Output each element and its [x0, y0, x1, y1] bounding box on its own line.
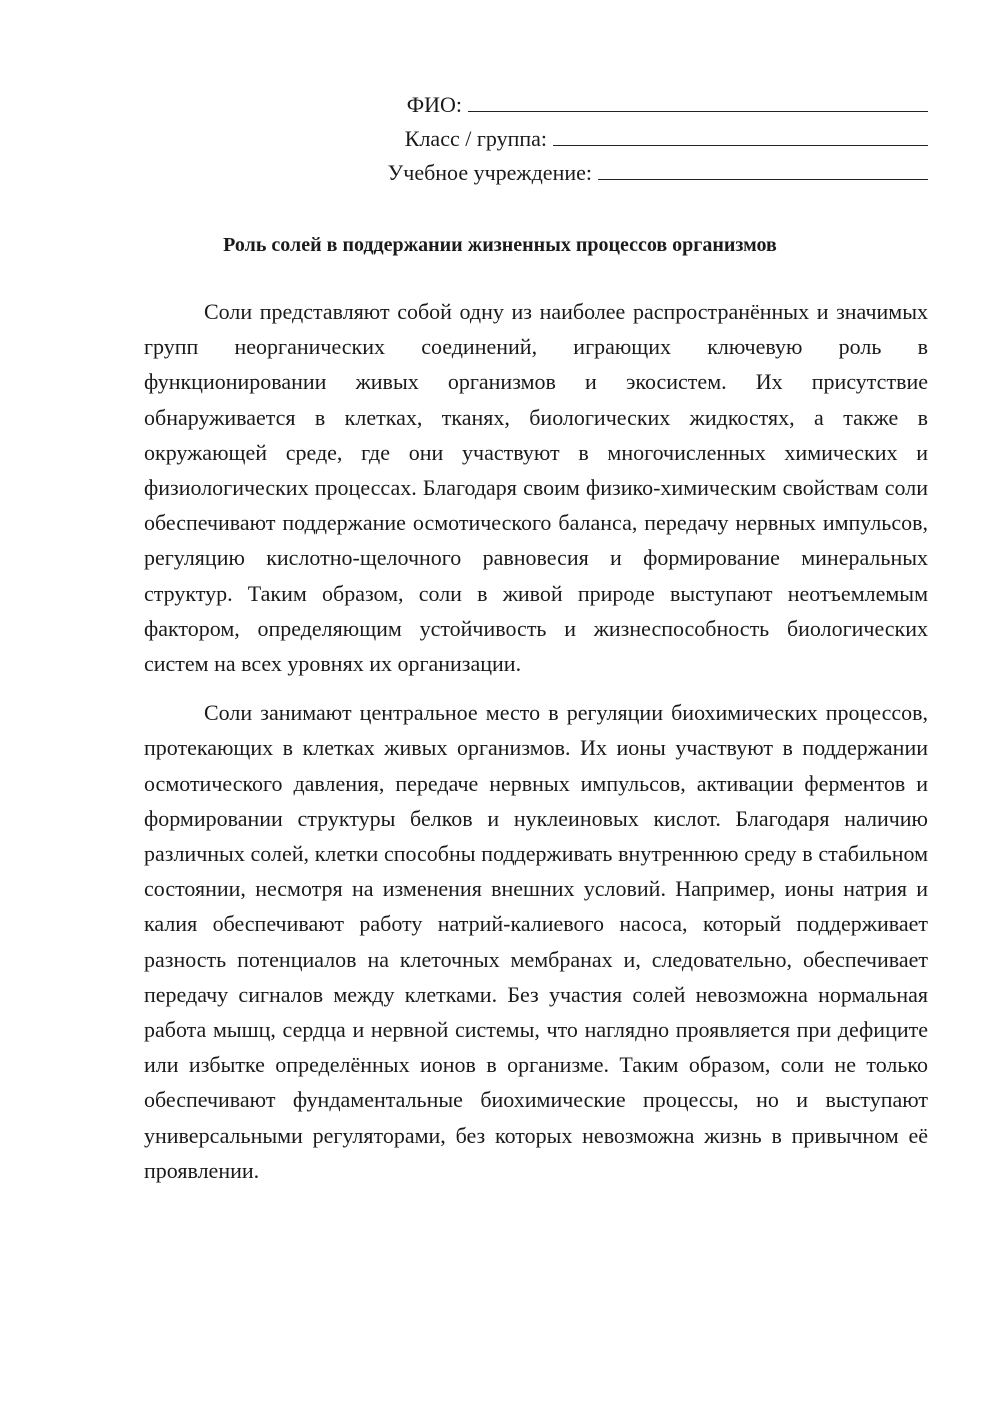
fio-field	[368, 88, 928, 122]
class-field	[368, 122, 928, 156]
document-title: Роль солей в поддержании жизненных процессов организмов	[223, 234, 777, 256]
school-blank-line[interactable]	[598, 157, 928, 180]
school-label: Учебное учреждение:	[387, 160, 592, 185]
paragraph-2: Соли занимают центральное место в регуляции биохимических процессов, протекающих в клетках живых организмов. Их ионы участвуют в поддержании осмотического давления, передаче нервных импульсов, активации ферментов и формировании структуры белков и нуклеиновых кислот. Благодаря наличию различных солей, клетки способны поддерживать внутреннюю среду в стабильном состоянии, несмотря на изменения внешних условий. Например, ионы натрия и калия обеспечивают работу натрий-калиевого насоса, который поддерживает разность потенциалов на клеточных мембранах и, следовательно, обеспечивает передачу сигналов между клетками. Без участия солей невозможна нормальная работа мышц, сердца и нервной системы, что наглядно проявляется при дефиците или избытке определённых ионов в организме. Таким образом, соли не только обеспечивают фундаментальные биохимические процессы, но и выступают универсальными регуляторами, без которых невозможна жизнь в привычном её проявлении.	[144, 700, 928, 1183]
student-info-block	[368, 88, 928, 190]
fio-label: ФИО:	[406, 92, 462, 117]
paragraph-1: Соли представляют собой одну из наиболее распространённых и значимых групп неорганических соединений, играющих ключевую роль в функционировании живых организмов и экосистем. Их присутствие обнаруживается в клетках, тканях, биологических жидкостях, а также в окружающей среде, где они участвуют в многочисленных химических и физиологических процессах. Благодаря своим физико-химическим свойствам соли обеспечивают поддержание осмотического баланса, передачу нервных импульсов, регуляцию кислотно-щелочного равновесия и формирование минеральных структур. Таким образом, соли в живой природе выступают неотъемлемым фактором, определяющим устойчивость и жизнеспособность биологических систем на всех уровнях их организации.	[144, 299, 928, 677]
class-blank-line[interactable]	[553, 123, 928, 146]
fio-blank-line[interactable]	[468, 89, 928, 112]
class-label: Класс / группа:	[404, 126, 547, 151]
document-body	[144, 294, 928, 1188]
school-field	[368, 156, 928, 190]
